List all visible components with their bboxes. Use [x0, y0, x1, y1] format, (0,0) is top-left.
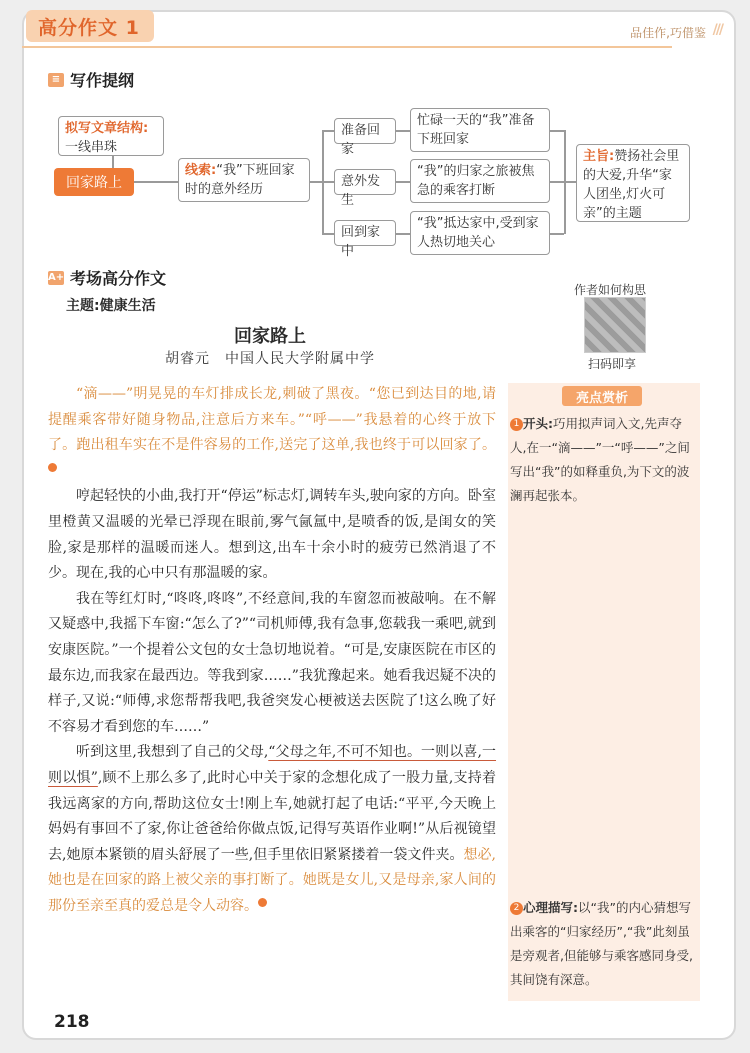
outline-title-text: 写作提纲	[70, 71, 135, 90]
subject-line	[66, 295, 156, 315]
branch-detail-2: “我”的归家之旅被焦急的乘客打断	[410, 159, 550, 203]
connector-line	[550, 130, 564, 132]
connector-line	[322, 181, 334, 183]
page-number: 218	[54, 1012, 90, 1032]
note-2	[510, 896, 698, 992]
note-1-head: 开头:	[523, 416, 553, 431]
grade-a-plus-icon: A+	[48, 271, 65, 283]
qr-caption: 扫码即享	[588, 357, 637, 371]
branch-label-3: 回到家中	[334, 220, 396, 246]
connector-line	[550, 233, 564, 235]
structure-label: 拟写文章结构:	[65, 121, 149, 136]
qr-label: 作者如何构思	[574, 283, 647, 297]
connector-line	[310, 181, 322, 183]
theme-box	[576, 144, 690, 222]
connector-line	[112, 156, 114, 168]
connector-line	[550, 181, 576, 183]
note-2-number: 2	[510, 902, 523, 915]
connector-line	[322, 233, 334, 235]
structure-box	[58, 116, 164, 156]
note-1-text: 巧用拟声词入文,先声夺人,在一“滴——”一“呼——”之间写出“我”的如释重负,为下文的波澜再起张本。	[510, 416, 690, 503]
essay-title: 回家路上	[234, 326, 306, 347]
structure-value: 一线串珠	[65, 140, 118, 155]
list-icon: ≡	[48, 73, 64, 87]
subject-value: 健康生活	[99, 298, 156, 314]
essay-section-title	[48, 266, 166, 289]
essay-body	[48, 382, 496, 919]
connector-line	[322, 130, 334, 132]
annotation-marker-2[interactable]: 2	[258, 898, 267, 907]
subject-label: 主题:	[66, 298, 100, 314]
header-tag: 高分作文 1	[26, 10, 154, 42]
paragraph-2: 哼起轻快的小曲,我打开“停运”标志灯,调转车头,驶向家的方向。卧室里橙黄又温暖的光晕已浮现在眼前,雾气氤氲中,是喷香的饭,是闺女的笑脸,家是那样的温暖而迷人。想到这,出车十余小时的疲劳已然消退了不少。现在,我的心中只有那温暖的家。	[48, 488, 496, 582]
branch-detail-1: 忙碌一天的“我”准备下班回家	[410, 108, 550, 152]
paragraph-4	[48, 740, 496, 919]
branch-label-1: 准备回家	[334, 118, 396, 144]
connector-line	[134, 181, 178, 183]
essay-section-text: 考场高分作文	[70, 269, 167, 288]
note-1	[510, 412, 698, 508]
paragraph-4-quote: “父母之年,不可不知也。一则以喜,一则以惧”	[48, 744, 497, 786]
note-1-number: 1	[510, 418, 523, 431]
connector-line	[564, 130, 566, 234]
paragraph-1	[48, 382, 496, 484]
root-node: 回家路上	[54, 168, 134, 196]
connector-line	[396, 181, 410, 183]
paragraph-4-text-a: 听到这里,我想到了自己的父母,	[76, 744, 269, 761]
branch-label-2: 意外发生	[334, 169, 396, 195]
highlights-title: 亮点赏析	[562, 386, 642, 406]
paragraph-4-text-b: ,顾不上那么多了,此时心中关于家的念想化成了一股力量,支持着我远离家的方向,帮助这位女士!刚上车,她就打起了电话:“平平,今天晚上妈妈有事回不了家,你让爸爸给你做点饭,记得写英语作业啊!”从后视镜望去,她原本紧锁的眉头舒展了一些,但手里依旧紧紧搂着一袋文件夹。	[48, 769, 496, 863]
paragraph-4-highlight: 想必,她也是在回家的路上被父亲的事打断了。她既是女儿,又是母亲,家人间的那份至亲至真的爱总是令人动容。	[48, 846, 497, 914]
qr-code[interactable]	[584, 297, 646, 353]
branch-detail-3: “我”抵达家中,受到家人热切地关心	[410, 211, 550, 255]
connector-line	[396, 233, 410, 235]
clue-box	[178, 158, 310, 202]
note-2-text: 以“我”的内心猜想写出乘客的“归家经历”,“我”此刻虽是旁观者,但能够与乘客感同身受,其间饶有深意。	[510, 900, 693, 987]
header-slogan: 品佳作,巧借鉴	[630, 26, 706, 40]
outline-section-title	[48, 68, 134, 91]
annotation-marker-1[interactable]: 1	[48, 463, 57, 472]
clue-label: 线索:	[185, 163, 217, 178]
paragraph-3: 我在等红灯时,“咚咚,咚咚”,不经意间,我的车窗忽而被敲响。在不解又疑惑中,我摇下车窗:“怎么了?”“司机师傅,我有急事,您载我一乘吧,就到安康医院。”一个提着公文包的女士急切地说着。“可是,安康医院在市区的最东边,而我家在最西边。等我到家……”我犹豫起来。她看我迟疑不决的样子,又说:“师傅,求您帮帮我吧,我爸突发心梗被送去医院了!这么晚了好不容易才看到您的车……”	[48, 590, 496, 735]
essay-author: 胡睿元 中国人民大学附属中学	[165, 351, 375, 367]
paragraph-1-text: “滴——”明晃晃的车灯排成长龙,刺破了黑夜。“您已到达目的地,请提醒乘客带好随身物品,注意后方来车。”“呼——”我悬着的心终于放下了。跑出租车实在不是件容易的工作,送完了这单,我也终于可以回家了。	[48, 386, 496, 454]
header-decoration: ///	[712, 22, 722, 38]
note-2-head: 心理描写:	[523, 900, 578, 915]
clue-text: “我”下班回家时的意外经历	[185, 163, 295, 197]
connector-line	[396, 130, 410, 132]
theme-text: 赞扬社会里的大爱,升华“家人团坐,灯火可亲”的主题	[583, 149, 680, 221]
theme-label: 主旨:	[583, 149, 615, 164]
